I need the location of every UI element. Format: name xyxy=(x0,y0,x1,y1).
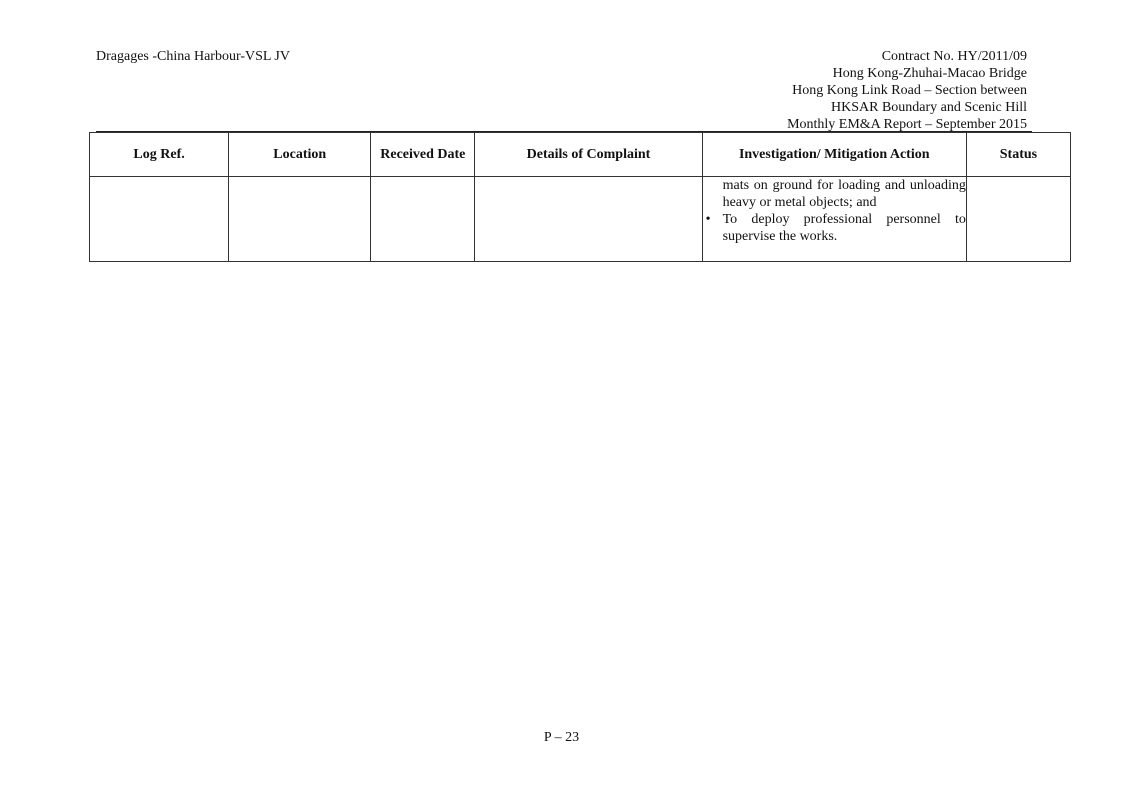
contract-number: Contract No. HY/2011/09 xyxy=(881,49,1027,64)
project-name: Hong Kong-Zhuhai-Macao Bridge xyxy=(832,66,1027,81)
page-number: P – 23 xyxy=(543,730,580,745)
column-header-received-date: Received Date xyxy=(371,133,475,177)
cell-log-ref xyxy=(90,177,229,262)
action-bullet-item: • To deploy professional personnel to supervise the works. xyxy=(723,211,966,245)
cell-details xyxy=(475,177,702,262)
section-title: Hong Kong Link Road – Section between xyxy=(792,83,1027,98)
cell-location xyxy=(229,177,371,262)
column-header-details: Details of Complaint xyxy=(475,133,702,177)
column-header-status: Status xyxy=(966,133,1070,177)
action-bullet-list xyxy=(723,211,966,245)
section-subtitle: HKSAR Boundary and Scenic Hill xyxy=(831,100,1027,115)
report-title: Monthly EM&A Report – September 2015 xyxy=(787,117,1027,132)
table-header-row xyxy=(90,133,1071,177)
report-header xyxy=(787,48,1027,133)
column-header-log-ref: Log Ref. xyxy=(90,133,229,177)
cell-action xyxy=(702,177,966,262)
cell-status xyxy=(966,177,1070,262)
cell-received-date xyxy=(371,177,475,262)
company-name: Dragages -China Harbour-VSL JV xyxy=(96,49,290,64)
column-header-location: Location xyxy=(229,133,371,177)
action-text xyxy=(723,177,966,245)
table-row xyxy=(90,177,1071,262)
column-header-action: Investigation/ Mitigation Action xyxy=(702,133,966,177)
action-continued-text: mats on ground for loading and unloading heavy or metal objects; and xyxy=(722,178,966,210)
complaint-log-table xyxy=(89,132,1071,262)
